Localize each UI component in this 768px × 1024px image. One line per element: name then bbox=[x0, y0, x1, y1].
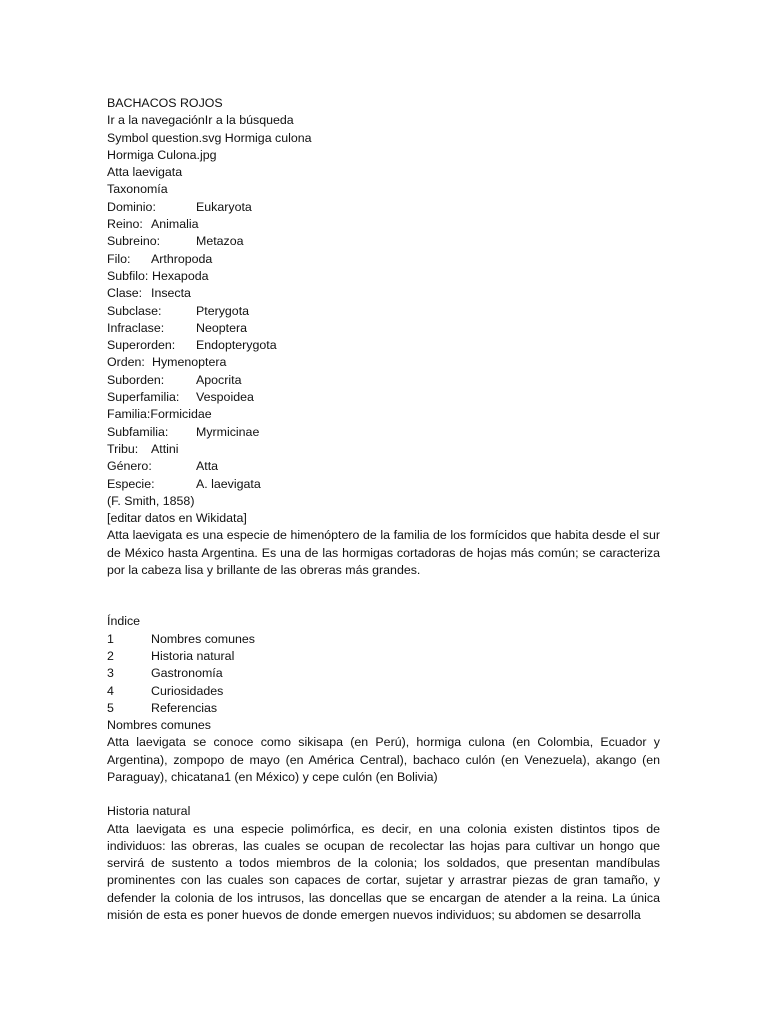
common-names-paragraph: Atta laevigata se conoce como sikisapa (en Perú), hormiga culona (en Colombia, Ecuador y Argentina), zompopo de mayo (en América Central), bachaco culón (en Venezuela), akango (en Paraguay), chicatana1 (en México) y cepe culón (en Bolivia) bbox=[107, 735, 660, 784]
taxonomy-value: Pterygota bbox=[196, 303, 250, 318]
index-label: Referencias bbox=[151, 700, 218, 715]
taxonomy-value: Endopterygota bbox=[196, 338, 277, 353]
taxonomy-row bbox=[107, 337, 660, 354]
taxonomy-label: Dominio: bbox=[107, 199, 156, 214]
spacer bbox=[107, 579, 660, 613]
taxonomy-value: Eukaryota bbox=[196, 199, 252, 214]
index-number: 3 bbox=[107, 666, 114, 681]
edit-wikidata-link[interactable]: [editar datos en Wikidata] bbox=[107, 511, 247, 526]
taxonomy-label: Especie: bbox=[107, 476, 155, 491]
taxonomy-row bbox=[107, 372, 660, 389]
taxonomy-value: Hymenoptera bbox=[152, 355, 227, 370]
taxonomy-row bbox=[107, 476, 660, 493]
taxonomy-label: Suborden: bbox=[107, 372, 165, 387]
taxonomy-row bbox=[107, 354, 660, 371]
taxonomy-row bbox=[107, 285, 660, 302]
index-item[interactable] bbox=[107, 648, 660, 665]
taxonomy-label: Subreino: bbox=[107, 234, 161, 249]
taxonomy-value: A. laevigata bbox=[196, 476, 261, 491]
taxonomy-label: Reino: bbox=[107, 217, 143, 232]
taxonomy-value: Myrmicinae bbox=[196, 424, 260, 439]
species-name: Atta laevigata bbox=[107, 165, 183, 180]
symbol-line: Symbol question.svg Hormiga culona bbox=[107, 130, 312, 145]
taxonomy-label: Tribu: bbox=[107, 441, 139, 456]
taxonomy-value: Animalia bbox=[151, 217, 199, 232]
taxonomy-label: Familia: bbox=[107, 407, 151, 422]
index-list bbox=[107, 631, 660, 717]
index-label: Historia natural bbox=[151, 648, 235, 663]
index-number: 5 bbox=[107, 700, 114, 715]
index-label: Curiosidades bbox=[151, 683, 224, 698]
taxonomy-heading: Taxonomía bbox=[107, 182, 168, 197]
species-authority: (F. Smith, 1858) bbox=[107, 493, 195, 508]
taxonomy-value: Arthropoda bbox=[151, 251, 213, 266]
taxonomy-value: Insecta bbox=[151, 286, 191, 301]
taxonomy-label: Subfilo: bbox=[107, 268, 149, 283]
taxonomy-row bbox=[107, 458, 660, 475]
taxonomy-label: Género: bbox=[107, 459, 152, 474]
nav-links-text: Ir a la navegaciónIr a la búsqueda bbox=[107, 113, 294, 128]
taxonomy-row bbox=[107, 251, 660, 268]
taxonomy-row bbox=[107, 199, 660, 216]
image-filename: Hormiga Culona.jpg bbox=[107, 147, 217, 162]
taxonomy-label: Orden: bbox=[107, 355, 145, 370]
taxonomy-row bbox=[107, 424, 660, 441]
taxonomy-table bbox=[107, 199, 660, 493]
taxonomy-label: Clase: bbox=[107, 286, 143, 301]
index-item[interactable] bbox=[107, 700, 660, 717]
taxonomy-value: Atta bbox=[196, 459, 219, 474]
index-item[interactable] bbox=[107, 631, 660, 648]
taxonomy-label: Superorden: bbox=[107, 338, 176, 353]
taxonomy-value: Hexapoda bbox=[152, 268, 209, 283]
spacer bbox=[107, 786, 660, 803]
taxonomy-label: Subclase: bbox=[107, 303, 162, 318]
taxonomy-label: Filo: bbox=[107, 251, 131, 266]
taxonomy-value: Metazoa bbox=[196, 234, 244, 249]
index-heading: Índice bbox=[107, 614, 141, 629]
taxonomy-row bbox=[107, 320, 660, 337]
index-number: 2 bbox=[107, 648, 114, 663]
document-title: BACHACOS ROJOS bbox=[107, 96, 223, 110]
document-page bbox=[107, 95, 660, 924]
taxonomy-label: Infraclase: bbox=[107, 320, 165, 335]
index-number: 4 bbox=[107, 683, 114, 698]
index-item[interactable] bbox=[107, 665, 660, 682]
taxonomy-value: Formicidae bbox=[150, 407, 212, 422]
index-number: 1 bbox=[107, 631, 114, 646]
taxonomy-row bbox=[107, 303, 660, 320]
section-heading-natural-history: Historia natural bbox=[107, 804, 191, 819]
index-label: Gastronomía bbox=[151, 666, 223, 681]
taxonomy-value: Vespoidea bbox=[196, 390, 254, 405]
index-label: Nombres comunes bbox=[151, 631, 255, 646]
taxonomy-row bbox=[107, 216, 660, 233]
taxonomy-row bbox=[107, 268, 660, 285]
taxonomy-label: Subfamilia: bbox=[107, 424, 169, 439]
taxonomy-label: Superfamilia: bbox=[107, 390, 180, 405]
index-item[interactable] bbox=[107, 683, 660, 700]
section-heading-common-names: Nombres comunes bbox=[107, 718, 211, 733]
taxonomy-row bbox=[107, 233, 660, 250]
taxonomy-value: Neoptera bbox=[196, 320, 247, 335]
taxonomy-value: Attini bbox=[151, 441, 179, 456]
taxonomy-value: Apocrita bbox=[196, 372, 242, 387]
taxonomy-row bbox=[107, 406, 660, 423]
taxonomy-row bbox=[107, 389, 660, 406]
intro-paragraph: Atta laevigata es una especie de himenóptero de la familia de los formícidos que habita desde el sur de México hasta Argentina. Es una de las hormigas cortadoras de hojas más común; se caracteriza por la cabeza lisa y brillante de las obreras más grandes. bbox=[107, 528, 660, 578]
taxonomy-row bbox=[107, 441, 660, 458]
natural-history-paragraph: Atta laevigata es una especie polimórfica, es decir, en una colonia existen distintos tipos de individuos: las obreras, las cuales se ocupan de recolectar las hojas para cultivar un hongo que servirá de sustento a todos miembros de la colonia; los soldados, que presentan mandíbulas prominentes con las cuales son capaces de cortar, sujetar y arrastrar piezas de gran tamaño, y defender la colonia de los intrusos, las doncellas que se encargan de atender a la reina. La única misión de esta es poner huevos de donde emergen nuevos individuos; su abdomen se desarrolla bbox=[107, 821, 660, 923]
